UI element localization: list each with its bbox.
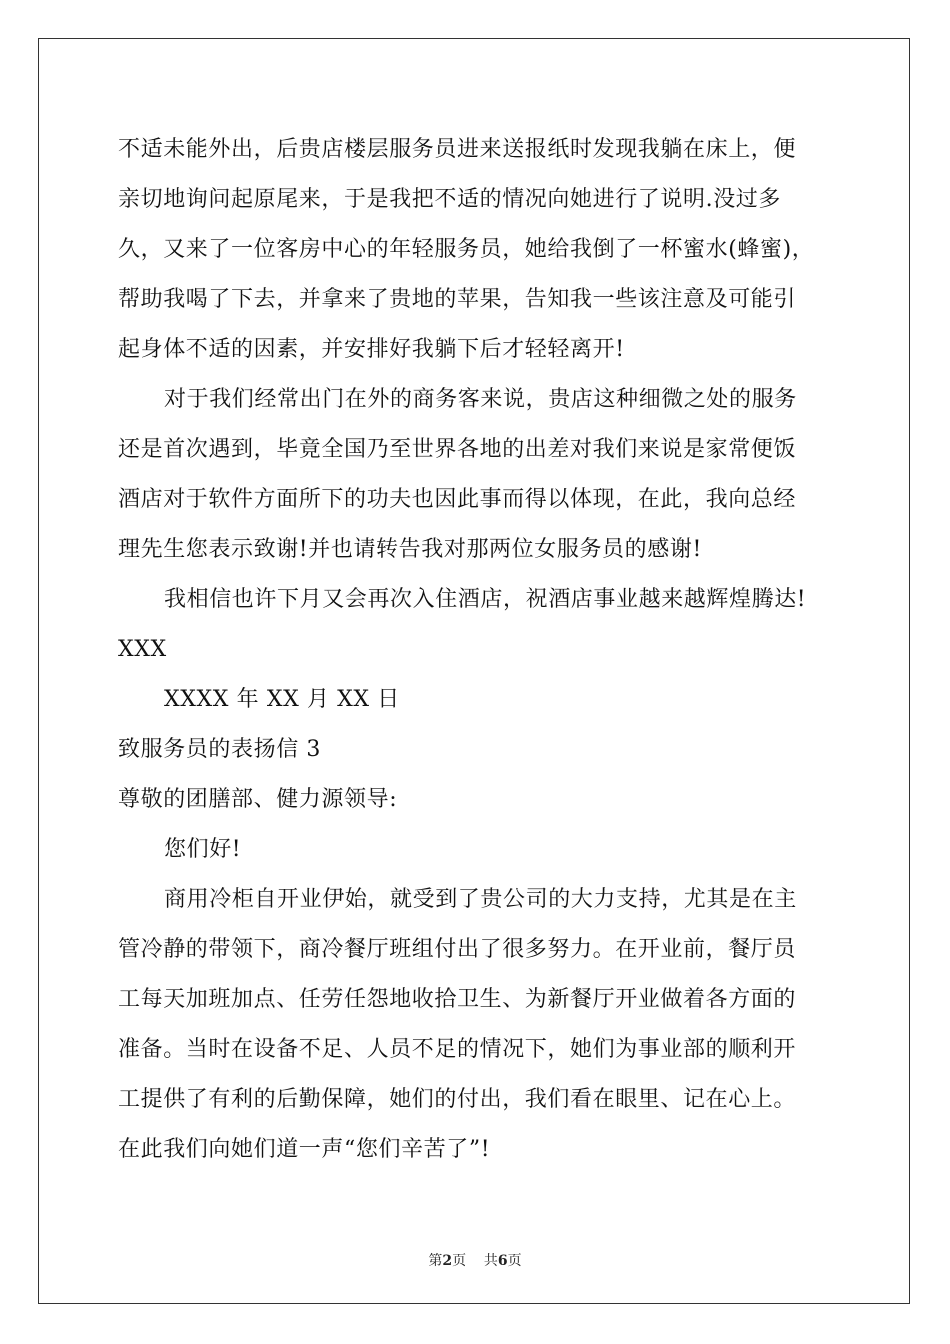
paragraph-line: 不适未能外出，后贵店楼层服务员进来送报纸时发现我躺在床上，便	[118, 137, 797, 162]
paragraph-line: 管冷静的带领下，商冷餐厅班组付出了很多努力。在开业前，餐厅员	[118, 937, 797, 962]
paragraph-line: 商用冷柜自开业伊始，就受到了贵公司的大力支持，尤其是在主	[164, 887, 797, 912]
salutation: 尊敬的团膳部、健力源领导:	[118, 787, 398, 812]
paragraph-line: 亲切地询问起原尾来，于是我把不适的情况向她进行了说明.没过多	[118, 187, 781, 212]
page-number: 2	[442, 1253, 453, 1269]
paragraph-line: 帮助我喝了下去，并拿来了贵地的苹果，告知我一些该注意及可能引	[118, 287, 797, 312]
page-footer	[0, 1250, 950, 1270]
paragraph-line: 工每天加班加点、任劳任怨地收拾卫生、为新餐厅开业做着各方面的	[118, 987, 797, 1012]
page-suffix: 页	[452, 1253, 467, 1269]
paragraph-line: 酒店对于软件方面所下的功夫也因此事而得以体现，在此，我向总经	[118, 487, 797, 512]
total-suffix: 页	[507, 1253, 522, 1269]
paragraph-line: 我相信也许下月又会再次入住酒店，祝酒店事业越来越辉煌腾达!	[164, 587, 807, 612]
paragraph-line: 理先生您表示致谢!并也请转告我对那两位女服务员的感谢!	[118, 537, 702, 562]
total-prefix: 共	[483, 1253, 498, 1269]
page-prefix: 第	[428, 1253, 443, 1269]
paragraph-line: 还是首次遇到，毕竟全国乃至世界各地的出差对我们来说是家常便饭	[118, 437, 797, 462]
greeting: 您们好!	[164, 837, 242, 862]
page-border	[38, 38, 910, 1304]
paragraph-line: 起身体不适的因素，并安排好我躺下后才轻轻离开!	[118, 337, 625, 362]
paragraph-line: 久，又来了一位客房中心的年轻服务员，她给我倒了一杯蜜水(蜂蜜)，	[118, 237, 815, 262]
signature: XXX	[118, 637, 167, 662]
paragraph-line: 对于我们经常出门在外的商务客来说，贵店这种细微之处的服务	[164, 387, 797, 412]
section-title: 致服务员的表扬信 3	[118, 737, 321, 762]
paragraph-line: 在此我们向她们道一声“您们辛苦了”!	[118, 1137, 491, 1162]
paragraph-line: 准备。当时在设备不足、人员不足的情况下，她们为事业部的顺利开	[118, 1037, 797, 1062]
letter-date: XXXX 年 XX 月 XX 日	[164, 687, 400, 712]
paragraph-line: 工提供了有利的后勤保障，她们的付出，我们看在眼里、记在心上。	[118, 1087, 797, 1112]
total-pages: 6	[497, 1253, 508, 1269]
